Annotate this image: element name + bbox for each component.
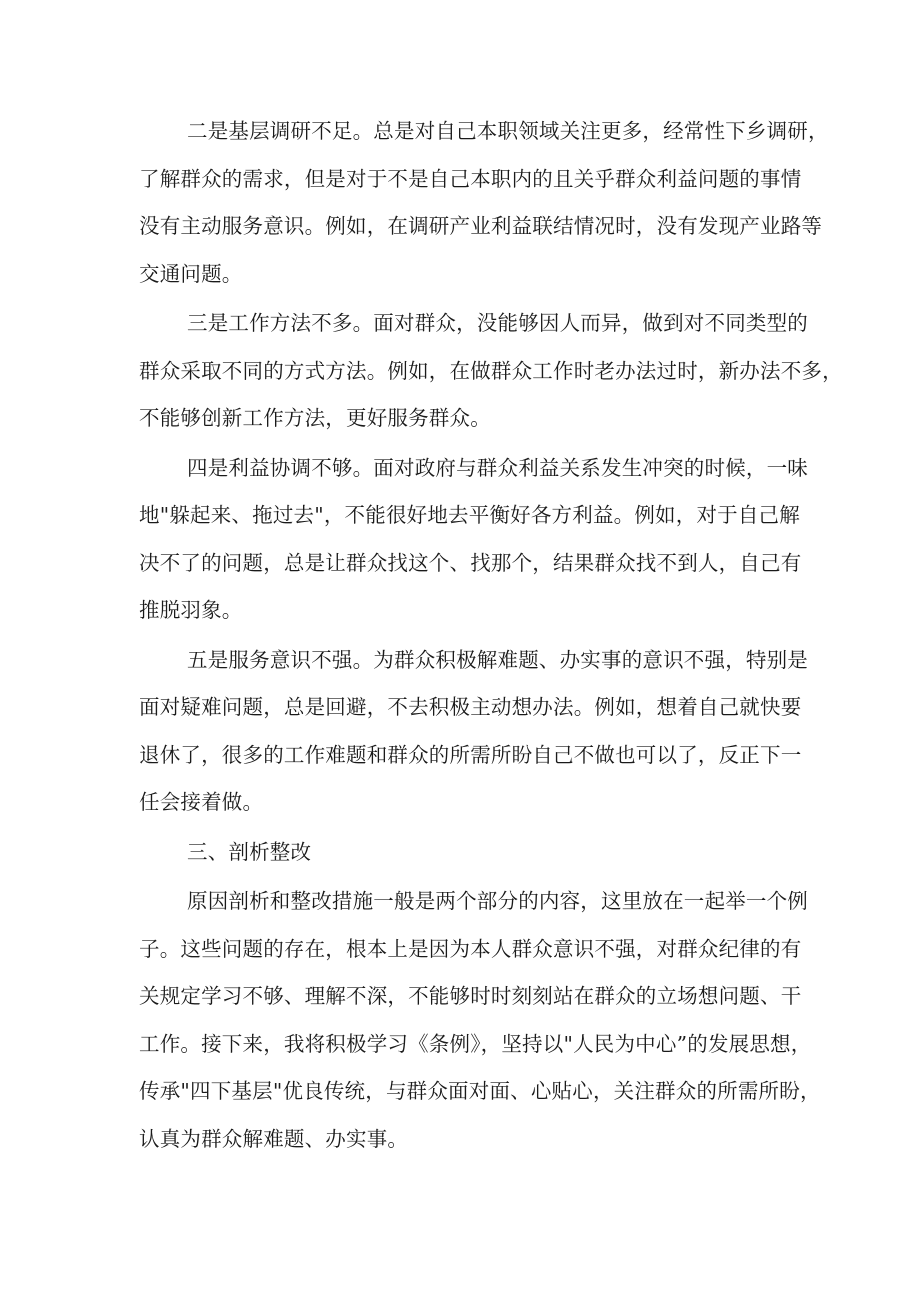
- paragraph-line: 五是服务意识不强。为群众积极解难题、办实事的意识不强，特别是: [187, 647, 808, 672]
- paragraph-line: 面对疑难问题，总是回避，不去积极主动想办法。例如，想着自己就快要: [139, 695, 802, 719]
- paragraph-line: 决不了的问题，总是让群众找这个、找那个，结果群众找不到人，自己有: [139, 550, 802, 575]
- section-heading-block: [139, 829, 791, 877]
- paragraph-line: 四是利益协调不够。面对政府与群众利益关系发生冲突的时候，一味: [187, 455, 808, 480]
- paragraph-line: 三是工作方法不多。面对群众，没能够因人而异，做到对不同类型的: [187, 311, 808, 335]
- paragraph-work-methods: [139, 300, 843, 443]
- paragraph-line: 工作。接下来，我将积极学习《条例》，坚持以"人民为中心”的发展思想，: [139, 1031, 812, 1056]
- paragraph-line: 传承"四下基层"优良传统，与群众面对面、心贴心，关注群众的所需所盼，: [139, 1079, 821, 1103]
- paragraph-line: 关规定学习不够、理解不深，不能够时时刻刻站在群众的立场想问题、干: [139, 984, 802, 1008]
- paragraph-service-awareness: [139, 637, 808, 827]
- section-heading: 三、剖析整改: [187, 839, 312, 864]
- paragraph-line: 原因剖析和整改措施一般是两个部分的内容，这里放在一起举一个例: [187, 889, 808, 913]
- paragraph-line: 二是基层调研不足。总是对自己本职领域关注更多，经常性下乡调研，: [187, 119, 829, 143]
- paragraph-line: 任会接着做。: [139, 790, 264, 814]
- paragraph-interest-coordination: [139, 445, 808, 635]
- paragraph-grassroots-research: [139, 108, 829, 298]
- paragraph-line: 了解群众的需求，但是对于不是自己本职内的且关乎群众利益问题的事情: [139, 166, 802, 191]
- paragraph-line: 群众采取不同的方式方法。例如，在做群众工作时老办法过时，新办法不多，: [139, 358, 843, 383]
- paragraph-line: 认真为群众解难题、办实事。: [139, 1126, 409, 1151]
- paragraph-line: 推脱羽象。: [139, 598, 243, 622]
- paragraph-line: 交通问题。: [139, 261, 243, 286]
- paragraph-line: 不能够创新工作方法，更好服务群众。: [139, 406, 491, 430]
- paragraph-line: 子。这些问题的存在，根本上是因为本人群众意识不强，对群众纪律的有: [139, 936, 802, 961]
- paragraph-line: 退休了，很多的工作难题和群众的所需所盼自己不做也可以了，反正下一: [139, 742, 802, 767]
- paragraph-line: 地"躲起来、拖过去"，不能很好地去平衡好各方利益。例如，对于自己解: [139, 503, 800, 527]
- document-page: [139, 108, 843, 1165]
- paragraph-line: 没有主动服务意识。例如，在调研产业利益联结情况时，没有发现产业路等: [139, 214, 823, 238]
- paragraph-analysis-rectification: [139, 878, 821, 1163]
